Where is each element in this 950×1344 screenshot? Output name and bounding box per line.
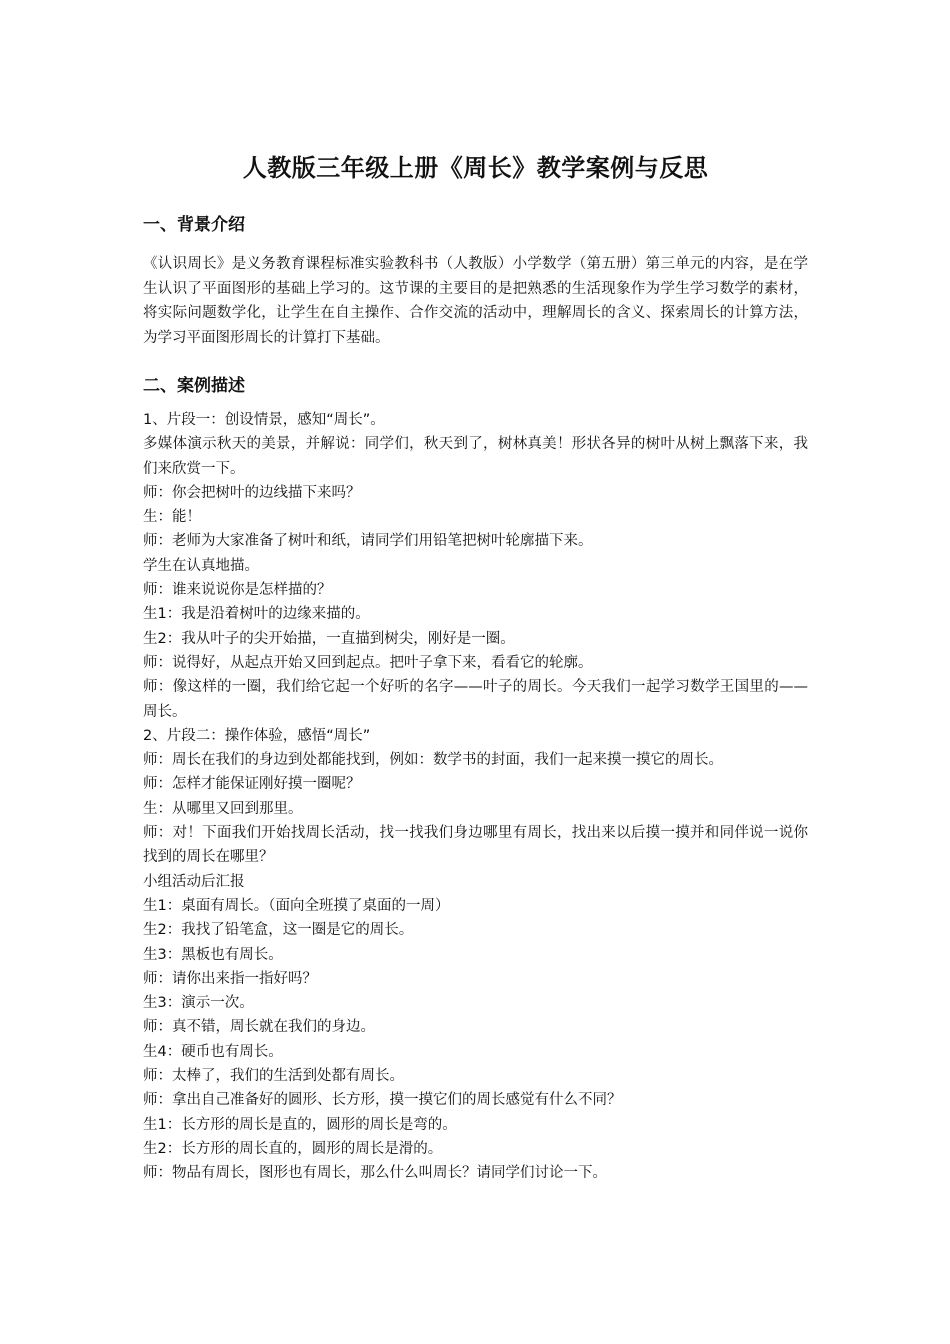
case-lines	[143, 408, 808, 1186]
case-line: 师：物品有周长，图形也有周长，那么什么叫周长？请同学们讨论一下。	[143, 1165, 607, 1182]
case-line: 生1：长方形的周长是直的，圆形的周长是弯的。	[143, 1116, 457, 1133]
case-line: 生：能！	[143, 509, 201, 526]
case-line: 师：怎样才能保证刚好摸一圈呢？	[143, 776, 361, 793]
document-title: 人教版三年级上册《周长》教学案例与反思	[242, 154, 709, 182]
case-line: 师：对！下面我们开始找周长活动，找一找我们身边哪里有周长，找出来以后摸一摸并和同伴说一说你找到的周长在哪里？	[143, 825, 808, 866]
case-line: 小组活动后汇报	[143, 873, 245, 890]
case-line: 师：说得好，从起点开始又回到起点。把叶子拿下来，看看它的轮廓。	[143, 654, 593, 671]
case-line: 生2：长方形的周长直的，圆形的周长是滑的。	[143, 1140, 443, 1157]
background-paragraph: 《认识周长》是义务教育课程标准实验教科书（人教版）小学数学（第五册）第三单元的内容，是在学生认识了平面图形的基础上学习的。这节课的主要目的是把熟悉的生活现象作为学生学习数学的素材，将实际问题数学化，让学生在自主操作、合作交流的活动中，理解周长的含义、探索周长的计算方法，为学习平面图形周长的计算打下基础。	[143, 256, 808, 346]
case-line: 生3：黑板也有周长。	[143, 946, 283, 963]
section-heading-background: 一、背景介绍	[143, 215, 245, 235]
case-line: 生2：我找了铅笔盒，这一圈是它的周长。	[143, 922, 414, 939]
case-line: 2、片段二：操作体验，感悟“周长”	[143, 727, 371, 744]
case-line: 生2：我从叶子的尖开始描，一直描到树尖，刚好是一圈。	[143, 630, 515, 647]
case-line: 师：周长在我们的身边到处都能找到，例如：数学书的封面，我们一起来摸一摸它的周长。	[143, 752, 723, 769]
case-line: 师：太棒了，我们的生活到处都有周长。	[143, 1068, 404, 1085]
case-line: 师：你会把树叶的边线描下来吗？	[143, 484, 361, 501]
case-line: 学生在认真地描。	[143, 557, 259, 574]
case-line: 师：老师为大家准备了树叶和纸，请同学们用铅笔把树叶轮廓描下来。	[143, 533, 593, 550]
case-line: 师：请你出来指一指好吗？	[143, 970, 317, 987]
case-line: 多媒体演示秋天的美景，并解说：同学们，秋天到了，树林真美！形状各异的树叶从树上飘落下来，我们来欣赏一下。	[143, 436, 808, 477]
case-line: 生3：演示一次。	[143, 995, 254, 1012]
case-line: 生4：硬币也有周长。	[143, 1043, 283, 1060]
document-content	[143, 150, 808, 1186]
case-line: 生：从哪里又回到那里。	[143, 800, 303, 817]
case-line: 师：拿出自己准备好的圆形、长方形，摸一摸它们的周长感觉有什么不同？	[143, 1092, 622, 1109]
case-line: 师：真不错，周长就在我们的身边。	[143, 1019, 375, 1036]
case-line: 生1：桌面有周长。（面向全班摸了桌面的一周）	[143, 897, 450, 914]
section-heading-case: 二、案例描述	[143, 376, 245, 396]
case-line: 师：像这样的一圈，我们给它起一个好听的名字——叶子的周长。今天我们一起学习数学王国里的——周长。	[143, 679, 808, 720]
case-line: 生1：我是沿着树叶的边缘来描的。	[143, 606, 370, 623]
case-line: 1、片段一：创设情景，感知“周长”。	[143, 412, 385, 428]
case-line: 师：谁来说说你是怎样描的？	[143, 582, 332, 599]
